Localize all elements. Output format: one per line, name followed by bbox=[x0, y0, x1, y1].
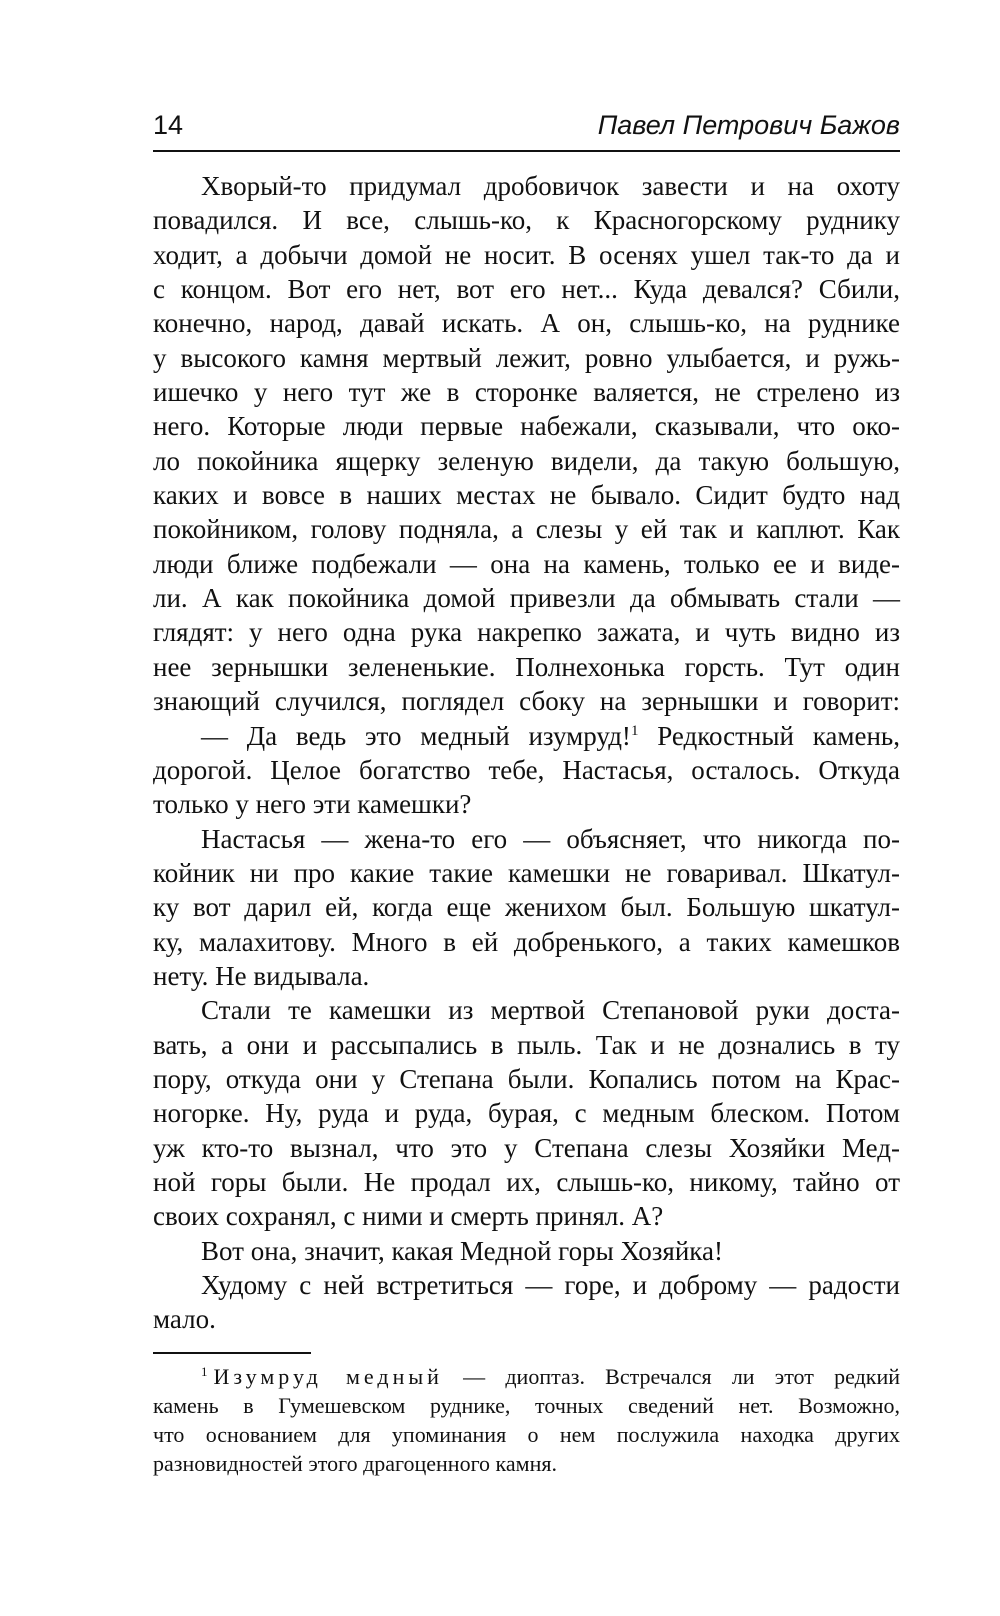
text-line: нету. Не видывала. bbox=[153, 960, 370, 991]
text-segment: — Да ведь это медный изумруд! bbox=[201, 720, 631, 751]
text-line: мало. bbox=[153, 1304, 216, 1335]
text-line: ходит, а добычи домой не носит. В осенях ушел так-то да и bbox=[153, 239, 900, 270]
main-text bbox=[153, 169, 900, 1337]
footnote-line: камень в Гумешевском руднике, точных сведений нет. Возможно, bbox=[153, 1393, 900, 1418]
text-line: дорогой. Целое богатство тебе, Настасья, осталось. Откуда bbox=[153, 754, 900, 785]
footnote-reference[interactable]: 1 bbox=[630, 722, 639, 739]
footnote-line: разновидностей этого драгоценного камня. bbox=[153, 1451, 557, 1476]
page-number: 14 bbox=[153, 110, 184, 140]
text-line: Хворый-то придумал дробовичок завести и на охоту bbox=[201, 171, 900, 201]
text-line: каких и вовсе в наших местах не бывало. Сидит будто над bbox=[153, 480, 900, 511]
text-line: знающий случился, поглядел сбоку на зернышки и говорит: bbox=[153, 686, 900, 717]
footnote-term: Изумруд медный bbox=[213, 1364, 443, 1389]
text-line: повадился. И все, слышь-ко, к Красногорскому руднику bbox=[153, 205, 900, 236]
footnote bbox=[153, 1362, 900, 1478]
text-line: люди ближе подбежали — она на камень, только ее и виде- bbox=[153, 548, 900, 579]
text-line: пору, откуда они у Степана были. Копались потом на Крас- bbox=[153, 1063, 900, 1094]
text-line: покойником, голову подняла, а слезы у ей так и каплют. Как bbox=[153, 514, 900, 545]
text-line: своих сохранял, с ними и смерть принял. А? bbox=[153, 1201, 664, 1232]
text-line: ишечко у него тут же в сторонке валяется, не стрелено из bbox=[153, 377, 900, 408]
text-line: ли. А как покойника домой привезли да обмывать стали — bbox=[153, 583, 900, 614]
text-line: нее зернышки зелененькие. Полнехонька горсть. Тут один bbox=[153, 651, 900, 682]
text-line: койник ни про какие такие камешки не говаривал. Шкатул- bbox=[153, 857, 900, 888]
text-line: глядят: у него одна рука накрепко зажата, и чуть видно из bbox=[153, 617, 900, 648]
footnote-text: — диоптаз. Встречался ли этот редкий bbox=[442, 1364, 901, 1389]
running-title: Павел Петрович Бажов bbox=[597, 110, 900, 140]
page-header bbox=[153, 108, 900, 152]
text-line: у высокого камня мертвый лежит, ровно улыбается, и ружь- bbox=[153, 342, 900, 373]
text-line: него. Которые люди первые набежали, сказывали, что око- bbox=[153, 411, 900, 442]
text-line: только у него эти камешки? bbox=[153, 789, 472, 820]
text-line: уж кто-то вызнал, что это у Степана слезы Хозяйки Мед- bbox=[153, 1132, 900, 1163]
text-line: ку вот дарил ей, когда еще женихом был. Большую шкатул- bbox=[153, 892, 900, 923]
footnote-line: что основанием для упоминания о нем послужила находка других bbox=[153, 1422, 900, 1447]
text-line: Вот она, значит, какая Медной горы Хозяйка! bbox=[201, 1235, 723, 1266]
text-line: с концом. Вот его нет, вот его нет... Куда девался? Сбили, bbox=[153, 274, 900, 305]
footnote-line bbox=[153, 1362, 900, 1391]
text-line: Настасья — жена-то его — объясняет, что никогда по- bbox=[201, 823, 900, 854]
text-line: ногорке. Ну, руда и руда, бурая, с медным блеском. Потом bbox=[153, 1098, 900, 1129]
footnote-divider bbox=[153, 1352, 311, 1354]
text-line: Худому с ней встретиться — горе, и доброму — радости bbox=[201, 1270, 900, 1300]
footnote-number: 1 bbox=[201, 1363, 208, 1379]
text-line: ку, малахитову. Много в ей добренького, а таких камешков bbox=[153, 926, 900, 957]
text-line: Стали те камешки из мертвой Степановой руки доста- bbox=[201, 995, 900, 1026]
text-line-with-footnote bbox=[153, 719, 900, 753]
text-line: ной горы были. Не продал их, слышь-ко, никому, тайно от bbox=[153, 1166, 900, 1197]
text-segment: Редкостный камень, bbox=[638, 720, 900, 751]
text-line: ло покойника ящерку зеленую видели, да такую большую, bbox=[153, 445, 900, 476]
text-line: вать, а они и рассыпались в пыль. Так и не дознались в ту bbox=[153, 1029, 900, 1060]
text-line: конечно, народ, давай искать. А он, слышь-ко, на руднике bbox=[153, 308, 900, 339]
